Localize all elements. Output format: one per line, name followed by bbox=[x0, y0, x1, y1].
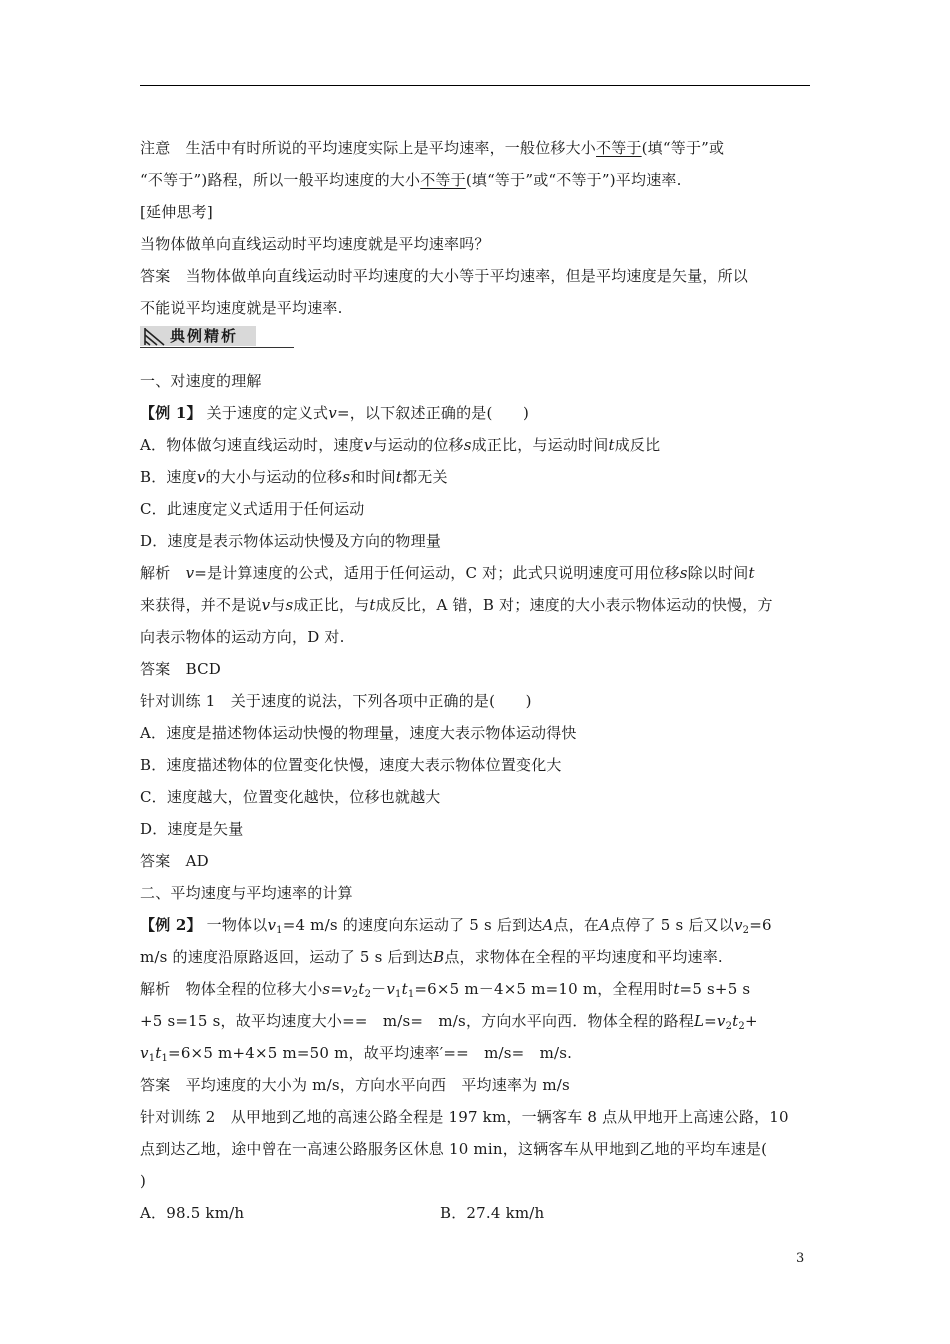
example1-analysis-line-1: 解析 v=是计算速度的公式，适用于任何运动，C 对；此式只说明速度可用位移s除以时间t bbox=[140, 564, 755, 582]
extension-heading: [延伸思考] bbox=[140, 203, 213, 221]
drill2-stem-line-2: 点到达乙地，途中曾在一高速公路服务区休息 10 min，这辆客车从甲地到乙地的平均车速是( bbox=[140, 1140, 768, 1158]
example1-option-d: D．速度是表示物体运动快慢及方向的物理量 bbox=[140, 532, 442, 550]
example1-stem: 【例 1】 关于速度的定义式v=，以下叙述正确的是( ) bbox=[140, 404, 530, 422]
header-rule bbox=[140, 85, 810, 86]
drill1-answer: 答案 AD bbox=[140, 852, 209, 870]
example2-analysis-line-2: +5 s=15 s，故平均速度大小== m/s= m/s，方向水平向西．物体全程的路程$L=v_2t_2+$ bbox=[140, 1012, 758, 1032]
section-title: 典例精析 bbox=[170, 327, 239, 345]
drill1-option-c: C．速度越大，位置变化越快，位移也就越大 bbox=[140, 788, 441, 806]
note-line-2: “不等于”)路程，所以一般平均速度的大小不等于(填“等于”或“不等于”)平均速率. bbox=[140, 171, 682, 189]
extension-question: 当物体做单向直线运动时平均速度就是平均速率吗？ bbox=[140, 235, 490, 253]
drill1-option-b: B．速度描述物体的位置变化快慢，速度大表示物体位置变化大 bbox=[140, 756, 562, 774]
example2-stem-line-1: 【例 2】 一物体以$v_1=4$ m/s 的速度向东运动了 5 s 后到达A点，在A点停了 5 s 后又以$v_2=6$ bbox=[140, 916, 772, 936]
example2-analysis-line-1: 解析 物体全程的位移大小$s=v_2t_2-v_1t_1=6\times 5$ m－4×5 m=10 m，全程用时t=5 s+5 s bbox=[140, 980, 751, 1000]
example1-analysis-line-3: 向表示物体的运动方向，D 对. bbox=[140, 628, 345, 646]
part2-heading: 二、平均速度与平均速率的计算 bbox=[140, 884, 353, 902]
example-tag: 【例 2】 bbox=[140, 916, 202, 934]
drill2-stem-line-3: ) bbox=[140, 1172, 147, 1190]
example2-stem-line-2: m/s 的速度沿原路返回，运动了 5 s 后到达B点，求物体在全程的平均速度和平均速率. bbox=[140, 948, 723, 966]
extension-answer-line-2: 不能说平均速度就是平均速率. bbox=[140, 299, 343, 317]
section-title-bar bbox=[140, 326, 294, 350]
drill2-option-a: A．98.5 km/h bbox=[140, 1204, 245, 1222]
drill2-option-b: B．27.4 km/h bbox=[440, 1204, 545, 1222]
example1-option-c: C．此速度定义式适用于任何运动 bbox=[140, 500, 365, 518]
example1-analysis-line-2: 来获得，并不是说v与s成正比，与t成反比，A 错，B 对；速度的大小表示物体运动的快慢，方 bbox=[140, 596, 773, 614]
example2-analysis-line-3: $v_1t_1=6\times 5$ m+4×5 m=50 m，故平均速率′== m/s= m/s. bbox=[140, 1044, 573, 1064]
page-number: 3 bbox=[796, 1251, 805, 1266]
example1-option-b: B．速度v的大小与运动的位移s和时间t都无关 bbox=[140, 468, 448, 486]
example-tag: 【例 1】 bbox=[140, 404, 202, 422]
drill1-option-d: D．速度是矢量 bbox=[140, 820, 244, 838]
example1-option-a: A．物体做匀速直线运动时，速度v与运动的位移s成正比，与运动时间t成反比 bbox=[140, 436, 661, 454]
example2-answer: 答案 平均速度的大小为 m/s，方向水平向西 平均速率为 m/s bbox=[140, 1076, 570, 1094]
note-line-1: 注意 生活中有时所说的平均速度实际上是平均速率，一般位移大小不等于(填“等于”或 bbox=[140, 139, 725, 157]
diagonal-lines-icon bbox=[144, 328, 166, 346]
section-title-rule bbox=[140, 347, 294, 348]
drill1-option-a: A．速度是描述物体运动快慢的物理量，速度大表示物体运动得快 bbox=[140, 724, 577, 742]
example1-answer: 答案 BCD bbox=[140, 660, 222, 678]
extension-answer-line-1: 答案 当物体做单向直线运动时平均速度的大小等于平均速率，但是平均速度是矢量，所以 bbox=[140, 267, 749, 285]
blank-answer: 不等于 bbox=[420, 171, 466, 189]
part1-heading: 一、对速度的理解 bbox=[140, 372, 262, 390]
drill2-stem-line-1: 针对训练 2 从甲地到乙地的高速公路全程是 197 km，一辆客车 8 点从甲地开上高速公路，10 bbox=[140, 1108, 789, 1126]
blank-answer: 不等于 bbox=[596, 139, 642, 157]
drill1-stem: 针对训练 1 关于速度的说法，下列各项中正确的是( ) bbox=[140, 692, 532, 710]
